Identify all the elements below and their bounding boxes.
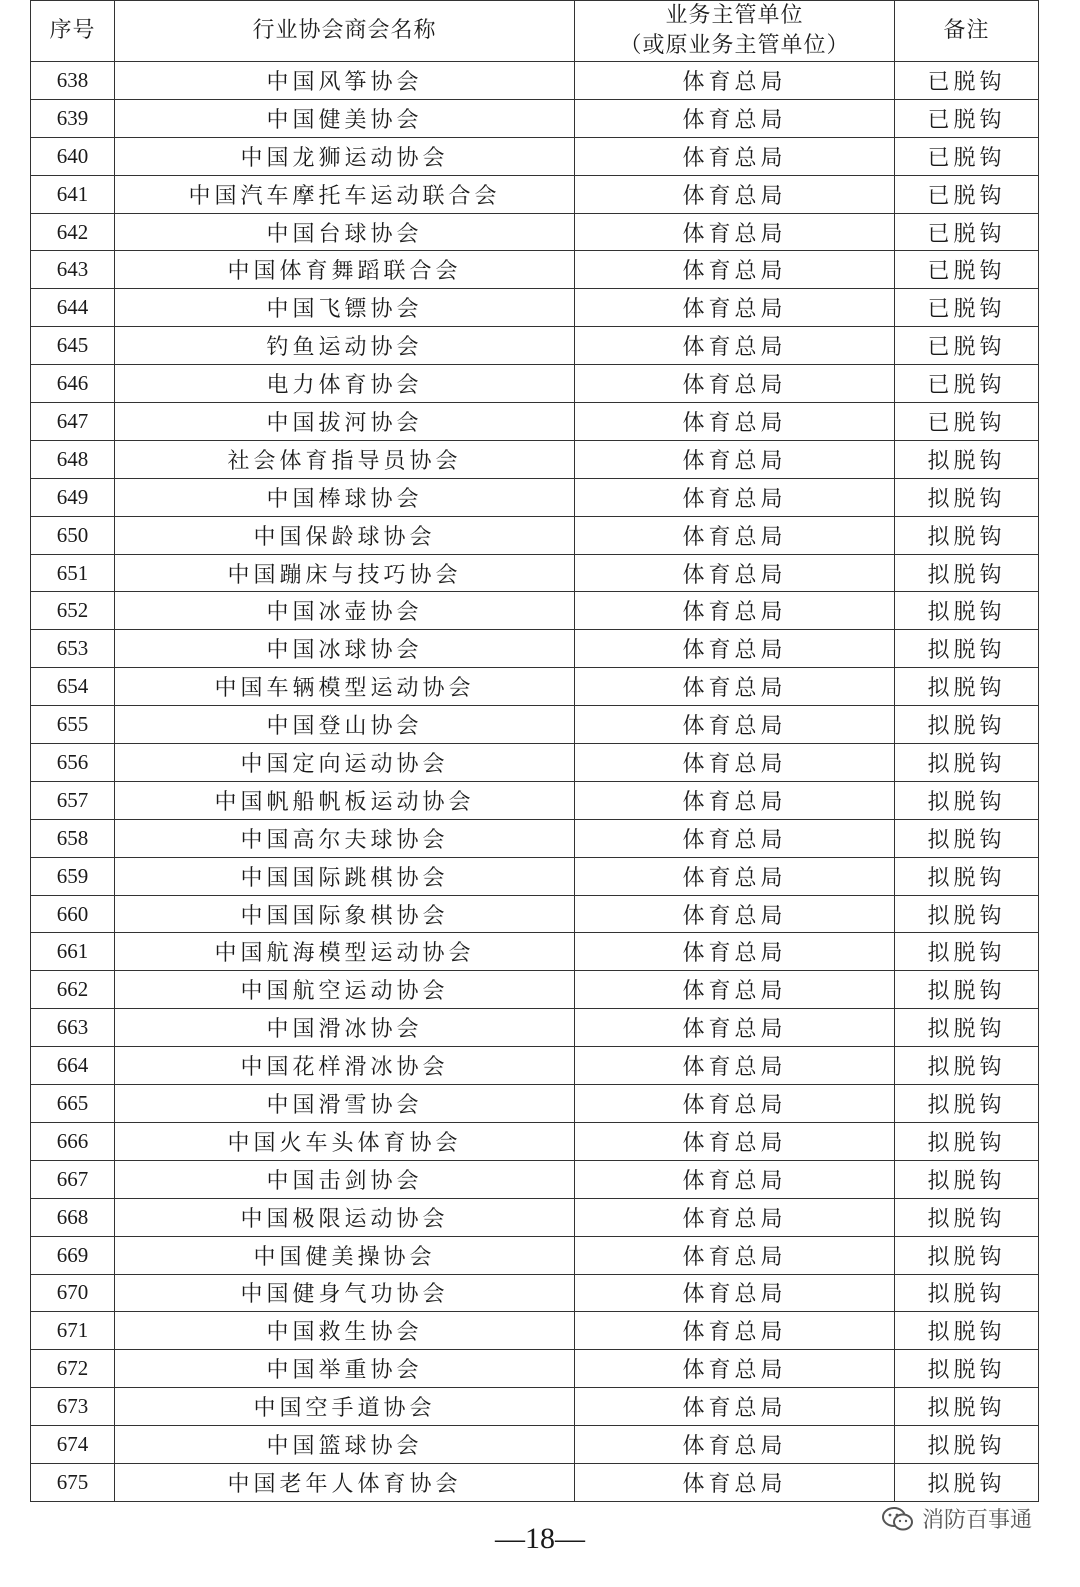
cell-dept: 体育总局 [575, 592, 895, 630]
header-dept-line2: （或原业务主管单位） [619, 33, 850, 58]
table-row [31, 1122, 1039, 1160]
cell-dept: 体育总局 [575, 1463, 895, 1501]
cell-no: 658 [31, 819, 115, 857]
cell-dept: 体育总局 [575, 781, 895, 819]
table-row [31, 554, 1039, 592]
cell-no: 670 [31, 1274, 115, 1312]
cell-dept: 体育总局 [575, 175, 895, 213]
table-row [31, 668, 1039, 706]
cell-dept: 体育总局 [575, 971, 895, 1009]
watermark-text: 消防百事通 [921, 1508, 1032, 1533]
table-header-row [31, 1, 1039, 62]
table-row [31, 327, 1039, 365]
cell-dept: 体育总局 [575, 554, 895, 592]
cell-no: 668 [31, 1198, 115, 1236]
cell-name: 中国高尔夫球协会 [115, 819, 575, 857]
cell-note: 拟脱钩 [895, 1085, 1039, 1123]
cell-no: 662 [31, 971, 115, 1009]
table-row [31, 1236, 1039, 1274]
cell-dept: 体育总局 [575, 327, 895, 365]
cell-note: 已脱钩 [895, 137, 1039, 175]
cell-note: 拟脱钩 [895, 630, 1039, 668]
cell-no: 663 [31, 1009, 115, 1047]
cell-no: 653 [31, 630, 115, 668]
cell-note: 拟脱钩 [895, 895, 1039, 933]
cell-no: 646 [31, 365, 115, 403]
cell-dept: 体育总局 [575, 933, 895, 971]
cell-dept: 体育总局 [575, 1122, 895, 1160]
cell-dept: 体育总局 [575, 251, 895, 289]
associations-table-container [30, 0, 1038, 1502]
cell-no: 666 [31, 1122, 115, 1160]
cell-dept: 体育总局 [575, 62, 895, 100]
cell-dept: 体育总局 [575, 1009, 895, 1047]
cell-name: 中国健美操协会 [115, 1236, 575, 1274]
cell-no: 651 [31, 554, 115, 592]
cell-no: 650 [31, 516, 115, 554]
cell-note: 拟脱钩 [895, 1047, 1039, 1085]
header-note: 备注 [895, 1, 1039, 62]
cell-no: 657 [31, 781, 115, 819]
cell-dept: 体育总局 [575, 440, 895, 478]
cell-no: 661 [31, 933, 115, 971]
cell-name: 中国拔河协会 [115, 403, 575, 441]
cell-note: 拟脱钩 [895, 440, 1039, 478]
cell-no: 654 [31, 668, 115, 706]
cell-name: 中国龙狮运动协会 [115, 137, 575, 175]
table-row [31, 62, 1039, 100]
cell-no: 648 [31, 440, 115, 478]
table-row [31, 1009, 1039, 1047]
cell-note: 拟脱钩 [895, 1198, 1039, 1236]
cell-no: 639 [31, 99, 115, 137]
cell-dept: 体育总局 [575, 819, 895, 857]
cell-name: 中国国际跳棋协会 [115, 857, 575, 895]
cell-name: 中国篮球协会 [115, 1426, 575, 1464]
cell-note: 已脱钩 [895, 365, 1039, 403]
cell-no: 667 [31, 1160, 115, 1198]
cell-name: 中国火车头体育协会 [115, 1122, 575, 1160]
cell-dept: 体育总局 [575, 213, 895, 251]
table-row [31, 516, 1039, 554]
cell-no: 675 [31, 1463, 115, 1501]
cell-note: 已脱钩 [895, 289, 1039, 327]
cell-name: 钓鱼运动协会 [115, 327, 575, 365]
cell-no: 665 [31, 1085, 115, 1123]
header-no: 序号 [31, 1, 115, 62]
cell-dept: 体育总局 [575, 1047, 895, 1085]
table-row [31, 971, 1039, 1009]
cell-name: 中国帆船帆板运动协会 [115, 781, 575, 819]
cell-dept: 体育总局 [575, 706, 895, 744]
cell-no: 673 [31, 1388, 115, 1426]
cell-name: 中国风筝协会 [115, 62, 575, 100]
cell-note: 已脱钩 [895, 99, 1039, 137]
table-row [31, 1388, 1039, 1426]
cell-name: 中国定向运动协会 [115, 744, 575, 782]
table-row [31, 1047, 1039, 1085]
table-row [31, 592, 1039, 630]
cell-no: 645 [31, 327, 115, 365]
header-dept [575, 1, 895, 62]
associations-table [30, 0, 1039, 1502]
cell-note: 已脱钩 [895, 213, 1039, 251]
cell-name: 中国航海模型运动协会 [115, 933, 575, 971]
cell-no: 660 [31, 895, 115, 933]
cell-no: 643 [31, 251, 115, 289]
cell-no: 652 [31, 592, 115, 630]
cell-dept: 体育总局 [575, 1274, 895, 1312]
cell-dept: 体育总局 [575, 1198, 895, 1236]
cell-name: 中国车辆模型运动协会 [115, 668, 575, 706]
cell-no: 674 [31, 1426, 115, 1464]
cell-name: 社会体育指导员协会 [115, 440, 575, 478]
cell-note: 拟脱钩 [895, 554, 1039, 592]
cell-dept: 体育总局 [575, 478, 895, 516]
cell-note: 拟脱钩 [895, 933, 1039, 971]
cell-name: 中国登山协会 [115, 706, 575, 744]
cell-note: 已脱钩 [895, 175, 1039, 213]
cell-no: 642 [31, 213, 115, 251]
cell-name: 中国健美协会 [115, 99, 575, 137]
table-row [31, 933, 1039, 971]
cell-dept: 体育总局 [575, 668, 895, 706]
table-row [31, 1350, 1039, 1388]
cell-name: 中国棒球协会 [115, 478, 575, 516]
cell-note: 拟脱钩 [895, 819, 1039, 857]
cell-name: 中国蹦床与技巧协会 [115, 554, 575, 592]
cell-name: 中国保龄球协会 [115, 516, 575, 554]
table-row [31, 1426, 1039, 1464]
cell-dept: 体育总局 [575, 744, 895, 782]
wechat-icon [880, 1505, 916, 1533]
table-row [31, 440, 1039, 478]
cell-no: 671 [31, 1312, 115, 1350]
cell-note: 拟脱钩 [895, 971, 1039, 1009]
cell-name: 中国体育舞蹈联合会 [115, 251, 575, 289]
cell-name: 中国滑冰协会 [115, 1009, 575, 1047]
table-row [31, 175, 1039, 213]
cell-name: 中国飞镖协会 [115, 289, 575, 327]
watermark [880, 1503, 1032, 1534]
table-row [31, 781, 1039, 819]
cell-no: 649 [31, 478, 115, 516]
cell-name: 中国击剑协会 [115, 1160, 575, 1198]
table-row [31, 1463, 1039, 1501]
cell-dept: 体育总局 [575, 403, 895, 441]
cell-name: 中国举重协会 [115, 1350, 575, 1388]
cell-note: 已脱钩 [895, 327, 1039, 365]
table-row [31, 99, 1039, 137]
cell-name: 中国冰壶协会 [115, 592, 575, 630]
cell-dept: 体育总局 [575, 1388, 895, 1426]
table-row [31, 403, 1039, 441]
cell-name: 电力体育协会 [115, 365, 575, 403]
table-row [31, 706, 1039, 744]
cell-note: 拟脱钩 [895, 1236, 1039, 1274]
cell-name: 中国台球协会 [115, 213, 575, 251]
cell-dept: 体育总局 [575, 289, 895, 327]
table-body [31, 62, 1039, 1502]
cell-no: 672 [31, 1350, 115, 1388]
table-row [31, 289, 1039, 327]
cell-note: 已脱钩 [895, 62, 1039, 100]
table-row [31, 137, 1039, 175]
cell-name: 中国花样滑冰协会 [115, 1047, 575, 1085]
table-row [31, 857, 1039, 895]
cell-note: 拟脱钩 [895, 781, 1039, 819]
cell-no: 638 [31, 62, 115, 100]
table-row [31, 630, 1039, 668]
cell-note: 拟脱钩 [895, 1160, 1039, 1198]
cell-name: 中国空手道协会 [115, 1388, 575, 1426]
cell-no: 664 [31, 1047, 115, 1085]
cell-note: 已脱钩 [895, 251, 1039, 289]
page-number: —18— [495, 1522, 585, 1555]
cell-dept: 体育总局 [575, 1160, 895, 1198]
table-row [31, 1198, 1039, 1236]
cell-dept: 体育总局 [575, 137, 895, 175]
table-row [31, 478, 1039, 516]
table-row [31, 1160, 1039, 1198]
table-row [31, 1274, 1039, 1312]
cell-note: 拟脱钩 [895, 1122, 1039, 1160]
cell-note: 拟脱钩 [895, 1350, 1039, 1388]
table-row [31, 365, 1039, 403]
table-row [31, 895, 1039, 933]
cell-name: 中国滑雪协会 [115, 1085, 575, 1123]
cell-note: 已脱钩 [895, 403, 1039, 441]
cell-no: 669 [31, 1236, 115, 1274]
cell-note: 拟脱钩 [895, 1009, 1039, 1047]
cell-no: 644 [31, 289, 115, 327]
cell-dept: 体育总局 [575, 857, 895, 895]
table-row [31, 1085, 1039, 1123]
cell-name: 中国老年人体育协会 [115, 1463, 575, 1501]
cell-dept: 体育总局 [575, 895, 895, 933]
cell-note: 拟脱钩 [895, 668, 1039, 706]
cell-note: 拟脱钩 [895, 744, 1039, 782]
cell-name: 中国航空运动协会 [115, 971, 575, 1009]
cell-no: 640 [31, 137, 115, 175]
cell-name: 中国国际象棋协会 [115, 895, 575, 933]
cell-name: 中国极限运动协会 [115, 1198, 575, 1236]
table-row [31, 251, 1039, 289]
cell-dept: 体育总局 [575, 1350, 895, 1388]
table-row [31, 1312, 1039, 1350]
table-row [31, 744, 1039, 782]
cell-name: 中国冰球协会 [115, 630, 575, 668]
cell-dept: 体育总局 [575, 630, 895, 668]
cell-name: 中国汽车摩托车运动联合会 [115, 175, 575, 213]
cell-dept: 体育总局 [575, 1426, 895, 1464]
cell-dept: 体育总局 [575, 99, 895, 137]
cell-no: 641 [31, 175, 115, 213]
cell-name: 中国救生协会 [115, 1312, 575, 1350]
cell-no: 647 [31, 403, 115, 441]
cell-note: 拟脱钩 [895, 706, 1039, 744]
cell-note: 拟脱钩 [895, 1426, 1039, 1464]
cell-note: 拟脱钩 [895, 478, 1039, 516]
cell-note: 拟脱钩 [895, 516, 1039, 554]
cell-note: 拟脱钩 [895, 1312, 1039, 1350]
cell-dept: 体育总局 [575, 1085, 895, 1123]
table-row [31, 213, 1039, 251]
cell-dept: 体育总局 [575, 516, 895, 554]
table-row [31, 819, 1039, 857]
cell-note: 拟脱钩 [895, 1463, 1039, 1501]
cell-no: 655 [31, 706, 115, 744]
cell-note: 拟脱钩 [895, 1274, 1039, 1312]
cell-dept: 体育总局 [575, 365, 895, 403]
header-name: 行业协会商会名称 [115, 1, 575, 62]
cell-note: 拟脱钩 [895, 1388, 1039, 1426]
cell-dept: 体育总局 [575, 1312, 895, 1350]
header-dept-line1: 业务主管单位 [665, 3, 804, 28]
cell-dept: 体育总局 [575, 1236, 895, 1274]
cell-note: 拟脱钩 [895, 857, 1039, 895]
cell-note: 拟脱钩 [895, 592, 1039, 630]
cell-no: 659 [31, 857, 115, 895]
cell-no: 656 [31, 744, 115, 782]
cell-name: 中国健身气功协会 [115, 1274, 575, 1312]
